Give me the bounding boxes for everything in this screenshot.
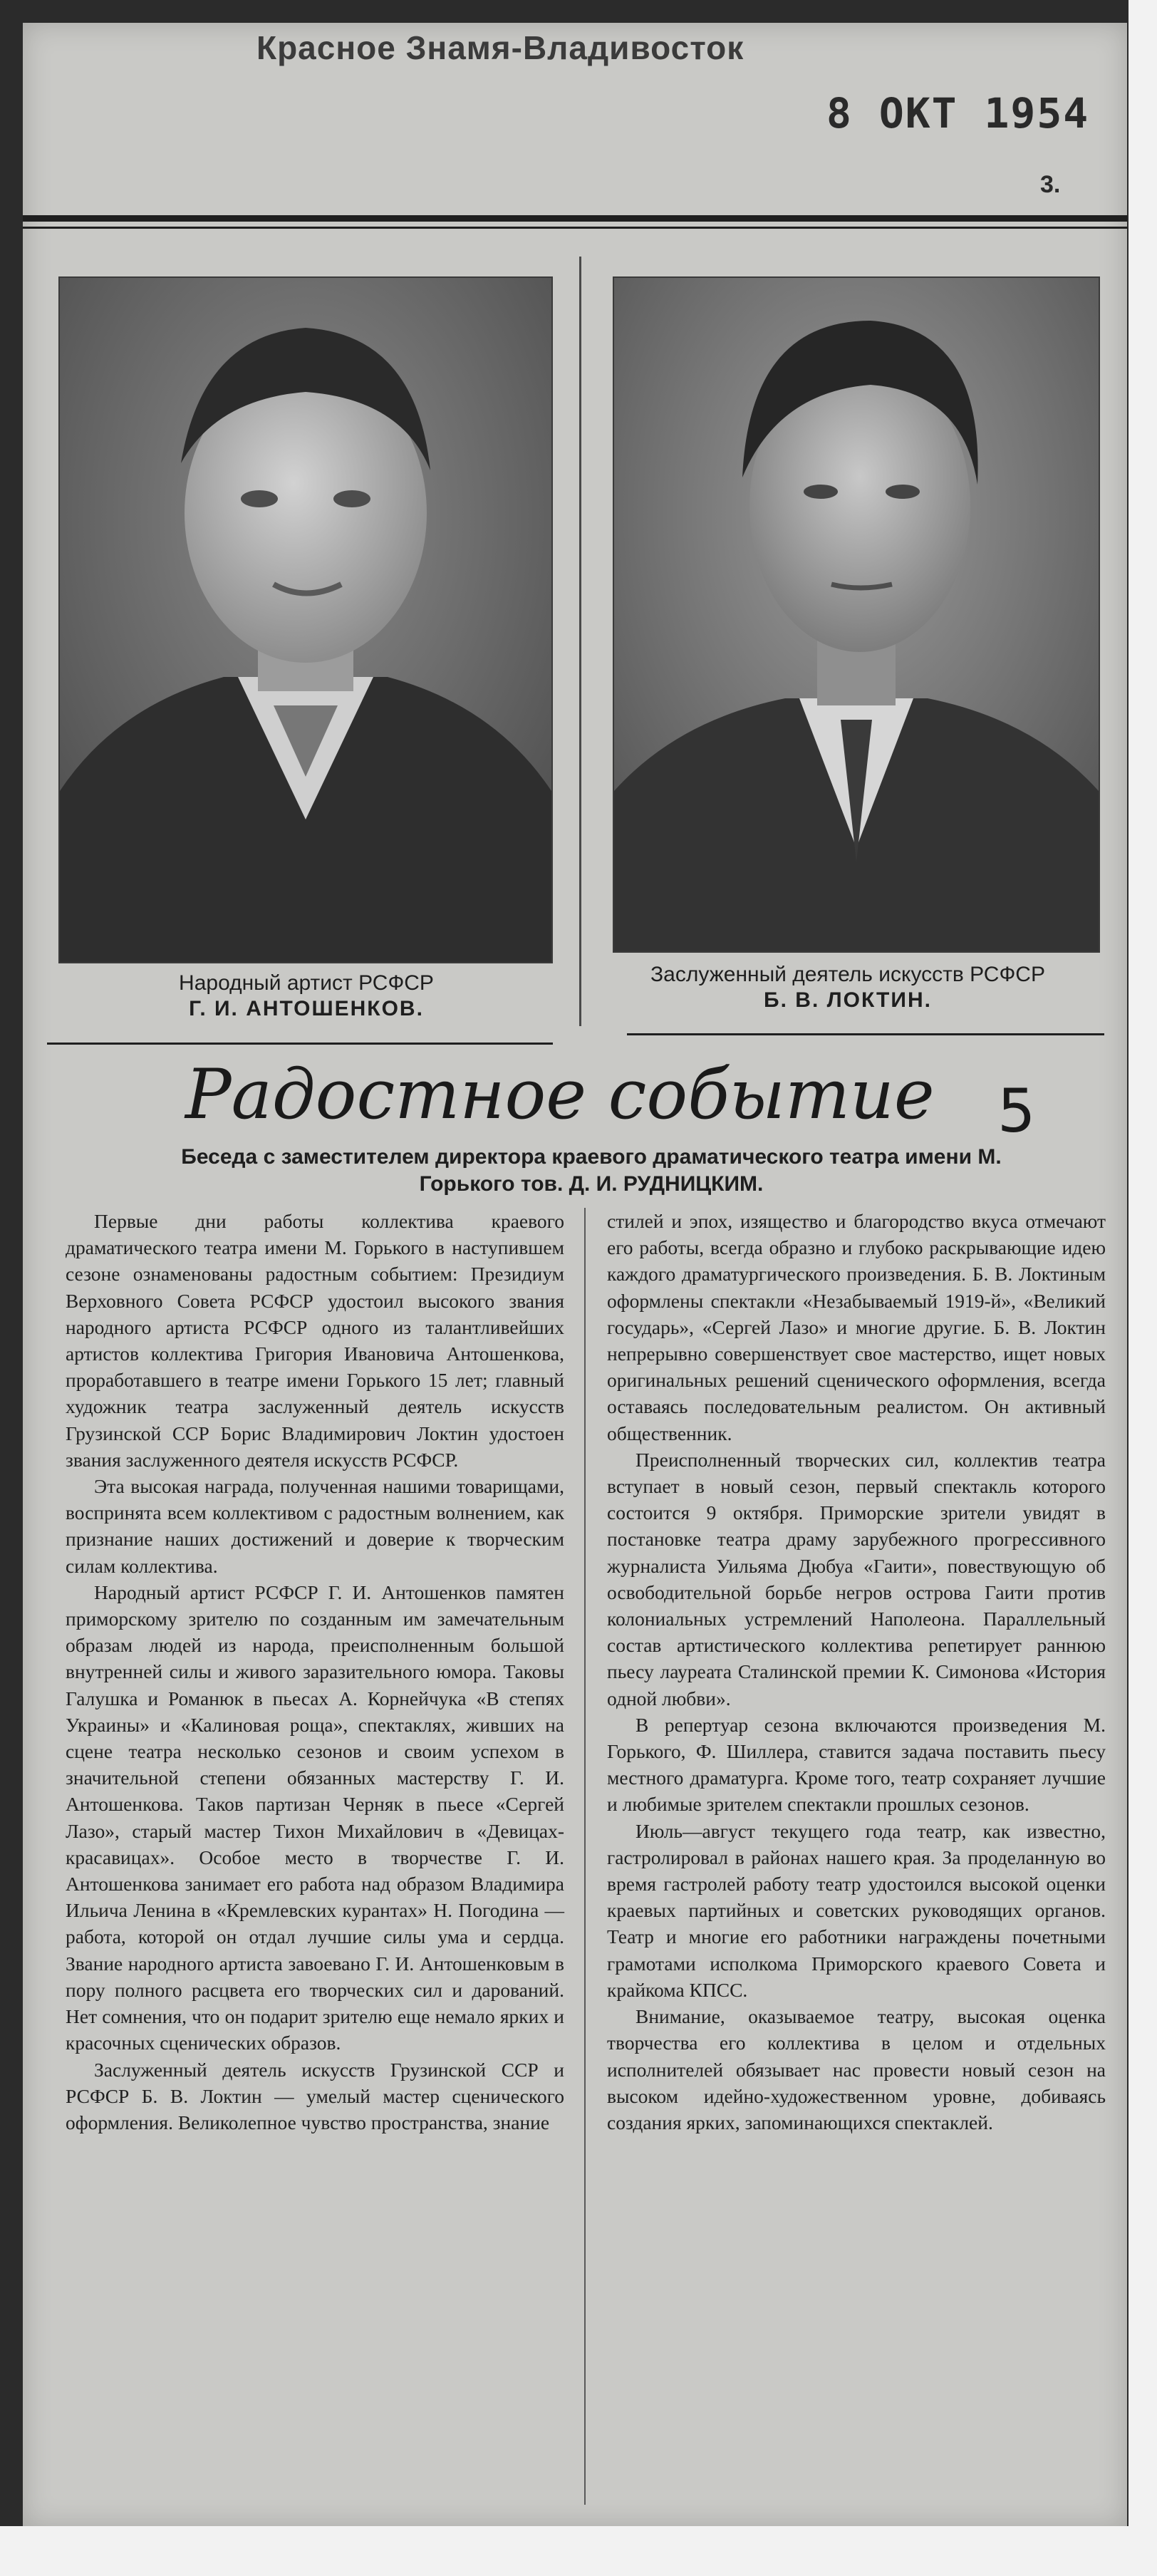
paragraph: В репертуар сезона включаются произведения М. Горького, Ф. Шиллера, ставится задача поставить пьесу местного драматурга. Кроме того, театр сохраняет лучшие и любимые зрителем спектакли прошлых сезонов.: [607, 1713, 1106, 1816]
caption-antoshenkov: [57, 971, 556, 1022]
column-divider: [584, 1208, 586, 2505]
paragraph: Заслуженный деятель искусств Грузинской ССР и РСФСР Б. В. Локтин — умелый мастер сценического оформления. Великолепное чувство пространства, знание: [66, 2058, 564, 2133]
caption-title: Заслуженный деятель искусств РСФСР: [650, 963, 1045, 986]
scan-margin-bottom: [0, 2526, 1157, 2576]
article-column-right: [607, 1208, 1106, 2136]
paragraph: Июль—август текущего года театр, как известно, гастролировал в районах нашего края. За проделанную во время гастролей работу театр удостоился высокой оценки краевых партийных и советских руководящих органов. Театр и многие его работники награждены почетными грамотами исполкома Приморского краевого Совета и крайкома КПСС.: [607, 1819, 1106, 2001]
paragraph: Внимание, оказываемое театру, высокая оценка творчества его коллектива в целом и отдельных исполнителей обязывает нас провести новый сезон на высоком идейно-художественном уровне, добиваясь создания ярких, запоминающихся спектаклей.: [607, 2005, 1106, 2133]
top-rule: [23, 215, 1127, 222]
scan-margin-right: [1129, 0, 1157, 2576]
paragraph: Эта высокая награда, полученная нашими товарищами, воспринята всем коллективом с радостным волнением, как признание наших достижений и доверие к творческим силам коллектива.: [66, 1475, 564, 1577]
page-number: 3.: [1040, 171, 1061, 198]
portrait-figure-icon: [614, 278, 1099, 951]
top-rule-thin: [23, 227, 1127, 229]
portrait-photo-antoshenkov: [58, 276, 553, 963]
newspaper-masthead: Красное Знамя-Владивосток: [256, 29, 744, 66]
caption-title: Народный артист РСФСР: [179, 971, 434, 995]
paragraph: Преисполненный творческих сил, коллектив театра вступает в новый сезон, первый спектакль которого состоится 9 октября. Приморские зрители увидят в постановке театра драму зарубежного прогрессивного журналиста Уильяма Дюбуа «Гаити», повествующую об освободительной борьбе негров острова Гаити против колониальных устремлений Наполеона. Параллельный состав артистического коллектива репетирует раннюю пьесу лауреата Сталинской премии К. Симонова «История одной любви».: [607, 1448, 1106, 1709]
photo-divider: [579, 257, 581, 1026]
caption-name: Б. В. ЛОКТИН.: [764, 988, 932, 1012]
article-subheading: Беседа с заместителем директора краевого драматического театра имени М. Горького тов. Д. И. РУДНИЦКИМ.: [181, 1145, 1002, 1196]
caption-name: Г. И. АНТОШЕНКОВ.: [189, 997, 424, 1020]
portrait-figure-icon: [60, 278, 551, 962]
separator-rule-left: [47, 1043, 553, 1045]
paragraph: стилей и эпох, изящество и благородство вкуса отмечают его работы, всегда образно и глубоко раскрывающие идею каждого драматургического произведения. Б. В. Локтиным оформлены спектакли «Незабываемый 1919-й», «Великий государь», «Сергей Лазо» и многие другие. Б. В. Локтин непрерывно совершенствует свое мастерство, ищет новых оригинальных решений сценического оформления, всегда оставаясь последовательным реалистом. Он активный общественник.: [607, 1210, 1106, 1444]
caption-loktin: [598, 962, 1097, 1013]
separator-rule-right: [627, 1033, 1104, 1035]
article-column-left: [66, 1208, 564, 2136]
article-headline: Радостное событие: [185, 1055, 935, 1134]
date-stamp: 8 ОКТ 1954: [826, 89, 1090, 138]
paragraph: Первые дни работы коллектива краевого драматического театра имени М. Горького в наступившем сезоне ознаменованы радостным событием: Президиум Верховного Совета РСФСР удостоил высокого звания народного артиста РСФСР одного из талантливейших артистов коллектива Григория Ивановича Антошенкова, проработавшего в театре имени Горького 15 лет; главный художник театра заслуженный деятель искусств Грузинской ССР Борис Владимирович Локтин удостоен звания заслуженного деятеля искусств РСФСР.: [66, 1210, 564, 1471]
portrait-photo-loktin: [613, 276, 1100, 953]
handwritten-mark: 5: [997, 1076, 1036, 1146]
paragraph: Народный артист РСФСР Г. И. Антошенков памятен приморскому зрителю по созданным им замечательным образам людей из народа, преисполненным большой внутренней силы и живого заразительного юмора. Таковы Галушка и Романюк в пьесах А. Корнейчука «В степях Украины» и «Калиновая роща», спектаклях, живших на сцене театра несколько сезонов и своим успехом в значительной степени обязанных мастерству Г. И. Антошенкова. Таков партизан Черняк в пьесе «Сергей Лазо», старый мастер Тихон Михайлович в «Девицах-красавицах». Особое место в творчестве Г. И. Антошенкова занимает его работа над образом Владимира Ильича Ленина в «Кремлевских курантах» Н. Погодина — работа, которой он отдал лучшие силы ума и сердца. Звание народного артиста завоевано Г. И. Антошенковым в пору полного расцвета его творческих сил и дарований. Нет сомнения, что он подарит зрителю еще немало ярких и красочных сценических образов.: [66, 1581, 564, 2054]
